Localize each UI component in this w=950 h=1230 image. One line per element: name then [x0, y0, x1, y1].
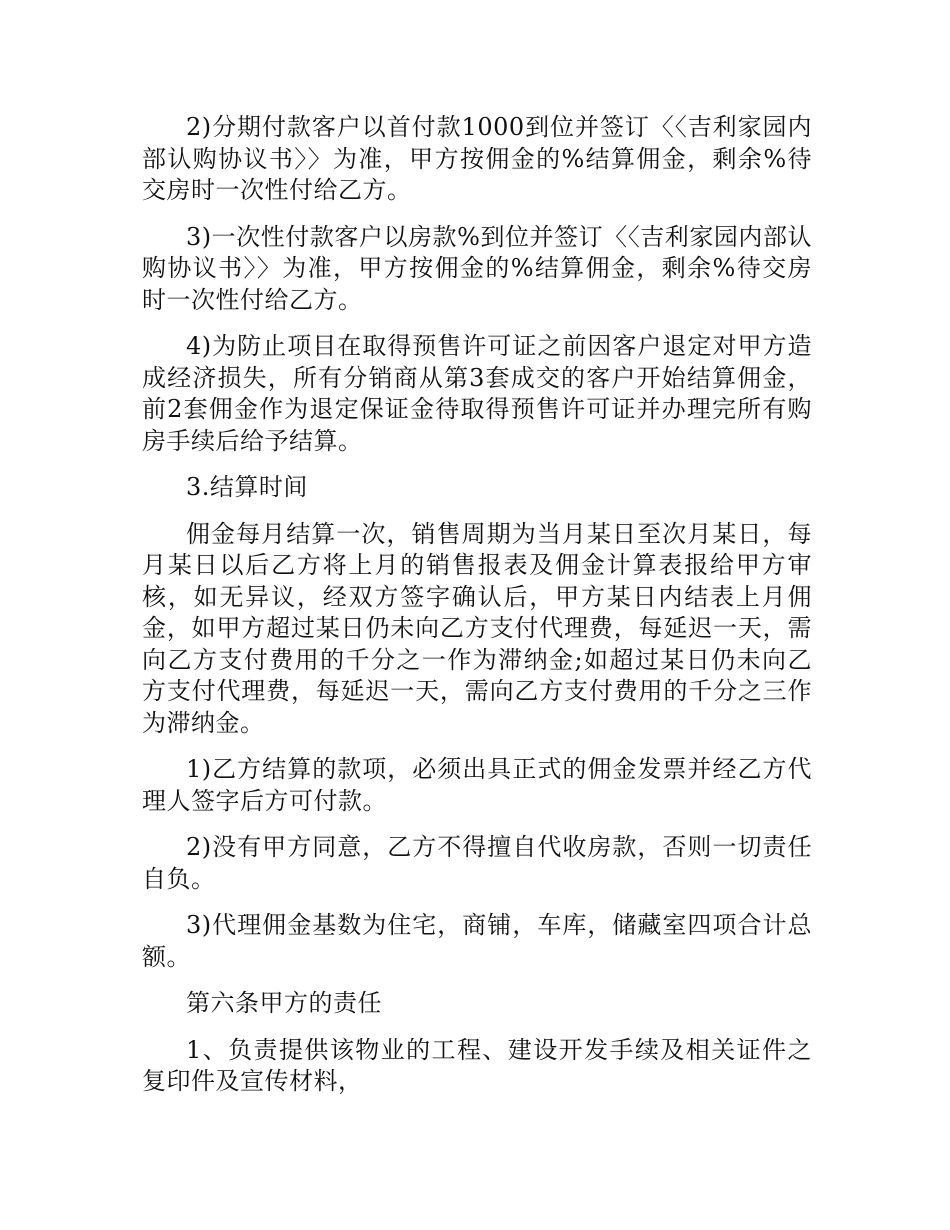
- paragraph-refund-deposit: 4)为防止项目在取得预售许可证之前因客户退定对甲方造成经济损失，所有分销商从第3套成交的客户开始结算佣金，前2套佣金作为退定保证金待取得预售许可证并办理完所有购房手续后给予结算。: [142, 332, 812, 455]
- section-heading-settlement-time: 3.结算时间: [186, 473, 308, 501]
- paragraph-commission-base: 3)代理佣金基数为住宅，商铺，车库，储藏室四项合计总额。: [142, 911, 812, 971]
- paragraph-invoice-requirement: 1)乙方结算的款项，必须出具正式的佣金发票并经乙方代理人签字后方可付款。: [142, 755, 812, 815]
- paragraph-provide-documents: 1、负责提供该物业的工程、建设开发手续及相关证件之复印件及宣传材料，: [142, 1035, 812, 1095]
- paragraph-no-collection: 2)没有甲方同意，乙方不得擅自代收房款，否则一切责任自负。: [142, 833, 812, 893]
- article-heading-party-a-duties: 第六条甲方的责任: [186, 989, 382, 1017]
- paragraph-installment-payment: 2)分期付款客户以首付款1000到位并签订〈〈吉利家园内部认购协议书〉〉为准，甲方按佣金的%结算佣金，剩余%待交房时一次性付给乙方。: [142, 113, 812, 204]
- document-page: [142, 112, 812, 1113]
- paragraph-full-payment: 3)一次性付款客户以房款%到位并签订〈〈吉利家园内部认购协议书〉〉为准，甲方按佣金的%结算佣金，剩余%待交房时一次性付给乙方。: [142, 222, 812, 314]
- paragraph-monthly-settlement: 佣金每月结算一次，销售周期为当月某日至次月某日，每月某日以后乙方将上月的销售报表及佣金计算表报给甲方审核，如无异议，经双方签字确认后，甲方某日内结表上月佣金，如甲方超过某日仍未向乙方支付代理费，每延迟一天，需向乙方支付费用的千分之一作为滞纳金;如超过某日仍未向乙方支付代理费，每延迟一天，需向乙方支付费用的千分之三作为滞纳金。: [142, 519, 812, 737]
